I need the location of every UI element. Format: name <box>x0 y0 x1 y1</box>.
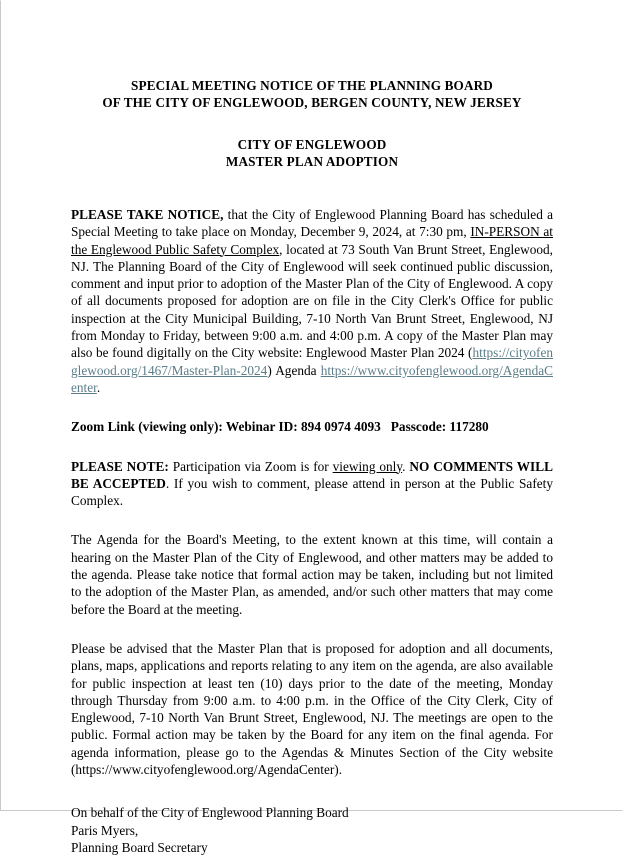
agenda-center-link[interactable]: https://www.cityofenglewood.org/AgendaCenter <box>71 362 553 395</box>
notice-in-person-underlined: IN-PERSON at the Englewood Public Safety Complex <box>71 224 553 257</box>
notice-paragraph <box>71 170 553 396</box>
notice-text-part-1: that the City of Englewood Planning Board has scheduled a Special Meeting to take place on Monday, December 9, 2024, at 7:30 pm, <box>71 207 553 240</box>
title-sub-line-2: MASTER PLAN ADOPTION <box>225 154 399 169</box>
signature-block <box>71 778 553 856</box>
zoom-webinar-id: 894 0974 4093 <box>301 419 381 435</box>
signature-line-3: Planning Board Secretary <box>71 839 208 855</box>
zoom-passcode-label: Passcode: <box>390 419 447 435</box>
title-main-line-2: OF THE CITY OF ENGLEWOOD, BERGEN COUNTY, NEW JERSEY <box>102 95 522 110</box>
please-note-no-comments-bold: NO COMMENTS WILL BE ACCEPTED <box>71 458 553 491</box>
master-plan-link[interactable]: https://cityofenglewood.org/1467/Master-Plan-2024 <box>71 345 553 378</box>
title-main-line-1: SPECIAL MEETING NOTICE OF THE PLANNING BOARD <box>131 78 493 93</box>
agenda-paragraph: The Agenda for the Board's Meeting, to the extent known at this time, will contain a hearing on the Master Plan of the City of Englewood, and other matters may be added to the agenda. Please take notice that formal action may be taken, including but not limited to the adoption of the Master Plan, as amended, and/or such other matters that may come before the Board at the meeting. <box>71 532 553 617</box>
notice-text-part-4: . <box>96 379 101 395</box>
signature-line-2: Paris Myers, <box>71 822 139 838</box>
notice-text-part-3: ) Agenda <box>267 362 321 378</box>
zoom-link-line <box>71 396 553 435</box>
document-title-sub <box>71 111 553 170</box>
please-note-lead-bold: PLEASE NOTE: <box>71 458 169 474</box>
zoom-passcode-value: 117280 <box>449 419 489 435</box>
please-note-text-part-3: . If you wish to comment, please attend in person at the Public Safety Complex. <box>71 475 554 509</box>
zoom-link-label: Zoom Link (viewing only): Webinar ID: <box>71 419 298 435</box>
please-note-text-part-2: . <box>402 458 410 474</box>
document-content <box>71 1 553 856</box>
please-note-text-part-1: Participation via Zoom is for <box>168 458 333 474</box>
please-note-viewing-only-underlined: viewing only <box>332 458 403 474</box>
notice-text-part-2: , located at 73 South Van Brunt Street, Englewood, NJ. The Planning Board of the City of Englewood will seek continued public discussion, comment and input prior to adoption of the Master Plan of the City of Englewood. A copy of all documents proposed for adoption are on file in the City Clerk's Office for public inspection at the City Municipal Building, 7-10 North Van Brunt Street, Englewood, NJ from Monday to Friday, between 9:00 a.m. and 4:00 p.m. A copy of the Master Plan may also be found digitally on the City website: Englewood Master Plan 2024 ( <box>71 241 553 361</box>
title-sub-line-1: CITY OF ENGLEWOOD <box>237 137 387 152</box>
inspection-paragraph: Please be advised that the Master Plan that is proposed for adoption and all documents, plans, maps, applications and reports relating to any item on the agenda, are also available for public inspection at least ten (10) days prior to the date of the meeting, Monday through Thursday from 9:00 a.m. to 4:00 p.m. in the Office of the City Clerk, City of Englewood, 7-10 North Van Brunt Street, Englewood, NJ. The meetings are open to the public. Formal action may be taken by the Board for any item on the final agenda. For agenda information, please go to the Agendas & Minutes Section of the City website (https://www.cityofenglewood.org/AgendaCenter). <box>71 640 553 778</box>
document-title-main <box>71 1 553 111</box>
please-note-paragraph <box>71 436 553 510</box>
notice-lead-bold: PLEASE TAKE NOTICE, <box>71 207 224 222</box>
signature-line-1: On behalf of the City of Englewood Planning Board <box>71 805 349 821</box>
